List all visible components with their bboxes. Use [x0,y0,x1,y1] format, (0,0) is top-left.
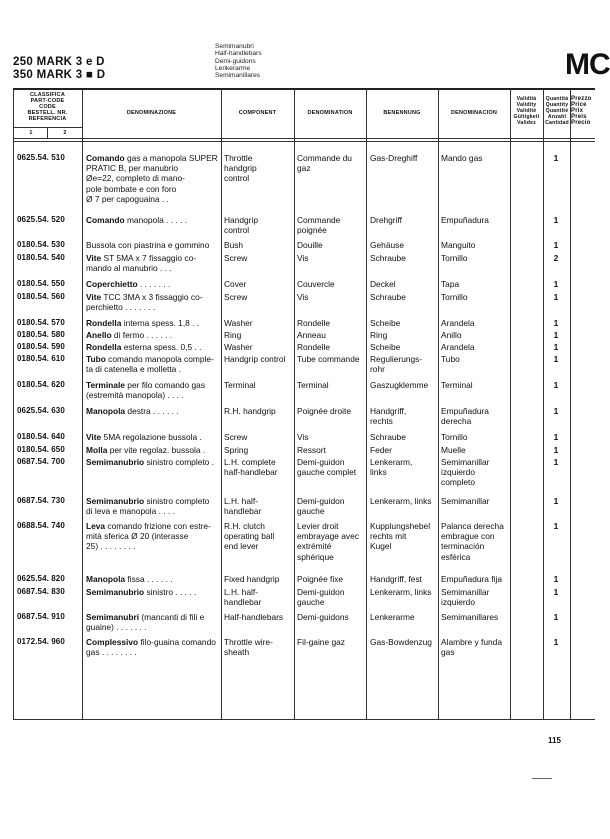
part-code: 0180.54. 570 [17,318,65,327]
description-en: Bush [224,240,244,250]
header-quantity: Quantità Quantity Quantité Anzahl Cantidad [545,96,569,126]
description-it: Terminale per filo comando gas (estremità manopola) . . . . [86,380,206,401]
description-es: Manguito [441,240,476,250]
quantity: 1 [553,637,559,647]
description-fr: Commande poignée [297,215,341,236]
description-de: Lenkerarm, links [370,496,432,506]
description-fr: Terminal [297,380,329,390]
description-es: Semimanillar [441,496,490,506]
description-de: Lenkerarm, links [370,587,432,597]
footer-dash [532,778,552,779]
description-de: Scheibe [370,318,401,328]
model-line-1: 250 MARK 3 e D [13,56,105,68]
header-german: BENENNUNG [383,110,421,116]
header-english: COMPONENT [238,110,277,116]
quantity: 2 [553,253,559,263]
description-de: Schraube [370,253,406,263]
description-it: Semimanubrio sinistro completo di leva e manopola . . . . [86,496,210,517]
part-code: 0180.54. 530 [17,240,65,249]
header-code-sub-2: 2 [63,130,67,136]
description-es: Alambre y funda gas [441,637,502,658]
subtitle-de: Lenkerarme [215,64,251,72]
column-divider [570,89,571,719]
quantity: 1 [553,445,559,455]
description-es: Palanca derecha embrague con terminación esférica [441,521,504,562]
description-de: Gas-Dreghiff [370,153,418,163]
part-code: 0687.54. 830 [17,587,65,596]
description-it: Semimanubri (mancanti di fili e guaine) . . . . . . . [86,612,205,633]
quantity: 1 [553,318,559,328]
header-bottom-rule-2 [13,141,595,142]
top-rule [13,88,595,90]
part-code: 0180.54. 550 [17,279,65,288]
description-fr: Demi-guidon gauche [297,496,345,517]
quantity: 1 [553,457,559,467]
description-it: Vite ST 5MA x 7 fissaggio co- mando al manubrio . . . [86,253,197,274]
description-fr: Poignée fixe [297,574,344,584]
quantity: 1 [553,330,559,340]
quantity: 1 [553,612,559,622]
quantity: 1 [553,153,559,163]
description-fr: Tube commande [297,354,360,364]
description-de: Gas-Bowdenzug [370,637,432,647]
description-en: L.H. half- handlebar [224,587,262,608]
description-en: Cover [224,279,247,289]
column-divider [294,89,295,719]
column-divider [543,89,544,719]
description-fr: Couvercle [297,279,335,289]
description-it: Vite 5MA regolazione bussola . [86,432,202,442]
header-validity: Validità Validity Validité Gültigkeit Validez [513,96,540,126]
description-en: Ring [224,330,242,340]
part-code: 0180.54. 590 [17,342,65,351]
quantity: 1 [553,292,559,302]
description-en: L.H. half- handlebar [224,496,262,517]
description-en: Spring [224,445,249,455]
description-en: Fixed handgrip [224,574,280,584]
description-es: Tornillo [441,432,468,442]
description-en: Throttle wire- sheath [224,637,273,658]
description-de: Feder [370,445,392,455]
description-it: Manopola destra . . . . . . [86,406,179,416]
description-fr: Rondelle [297,318,331,328]
description-de: Ring [370,330,388,340]
description-de: Regulierungs- rohr [370,354,423,375]
description-en: Handgrip control [224,354,286,364]
description-fr: Vis [297,253,309,263]
quantity: 1 [553,240,559,250]
description-es: Semimanillar izquierdo [441,587,490,608]
description-en: Washer [224,318,253,328]
description-en: Screw [224,432,248,442]
quantity: 1 [553,279,559,289]
description-it: Rondella esterna spess. 0,5 . . [86,342,202,352]
description-de: Kupplungshebel rechts mit Kugel [370,521,431,552]
page-number: 115 [548,736,561,745]
brand-corner: MC [565,48,610,81]
description-it: Comando gas a manopola SUPER PRATIC B, per manubrio Øe=22, completo di mano- pole bombate e con foro Ø 7 per capoguaina . . [86,153,218,204]
header-spanish: DENOMINACION [450,110,498,116]
description-it: Semimanubrio sinistro completo . [86,457,214,467]
description-es: Tornillo [441,253,468,263]
code-subheader-divider [47,127,48,138]
description-it: Manopola fissa . . . . . . [86,574,173,584]
section-subtitles [215,43,262,79]
description-fr: Ressort [297,445,326,455]
description-en: Terminal [224,380,256,390]
description-en: R.H. clutch operating ball end lever [224,521,275,552]
quantity: 1 [553,432,559,442]
description-fr: Demi-guidons [297,612,349,622]
table-bottom-rule [13,719,595,720]
description-en: Half-handlebars [224,612,284,622]
description-it: Comando manopola . . . . . [86,215,188,225]
part-code: 0687.54. 730 [17,496,65,505]
quantity: 1 [553,574,559,584]
description-es: Empuñadura [441,215,489,225]
quantity: 1 [553,380,559,390]
description-de: Gaszugklemme [370,380,429,390]
description-es: Terminal [441,380,473,390]
column-divider [510,89,511,719]
description-fr: Demi-guidon gauche [297,587,345,608]
description-it: Molla per vite regolaz. bussola . [86,445,206,455]
table-border-left [13,89,14,719]
part-code: 0180.54. 640 [17,432,65,441]
description-en: Throttle handgrip control [224,153,257,184]
description-en: R.H. handgrip [224,406,276,416]
description-de: Deckel [370,279,396,289]
description-de: Lenkerarme [370,612,415,622]
description-es: Tapa [441,279,460,289]
description-fr: Vis [297,432,309,442]
part-code: 0180.54. 560 [17,292,65,301]
description-de: Handgriff, rechts [370,406,407,427]
part-code: 0625.54. 510 [17,153,65,162]
description-fr: Vis [297,292,309,302]
description-es: Arandela [441,342,475,352]
description-es: Muelle [441,445,466,455]
description-de: Schraube [370,432,406,442]
description-it: Coperchietto . . . . . . . [86,279,171,289]
description-it: Complessivo filo-guaina comando gas . . . . . . . . [86,637,216,658]
quantity: 1 [553,406,559,416]
description-de: Schraube [370,292,406,302]
part-code: 0180.54. 610 [17,354,65,363]
description-es: Anillo [441,330,462,340]
part-code: 0625.54. 520 [17,215,65,224]
description-it: Vite TCC 3MA x 3 fissaggio co- perchietto . . . . . . . [86,292,203,313]
quantity: 1 [553,354,559,364]
description-es: Empuñadura derecha [441,406,489,427]
part-code: 0687.54. 910 [17,612,65,621]
column-divider [221,89,222,719]
header-code: CLASSIFICA PART-CODE CODE BESTELL. NR. REFERENCIA [27,92,68,122]
part-code: 0688.54. 740 [17,521,65,530]
description-en: L.H. complete half-handlebar [224,457,278,478]
description-it: Anello di fermo . . . . . . [86,330,173,340]
quantity: 1 [553,496,559,506]
subtitle-en: Half-handlebars [215,50,262,58]
quantity: 1 [553,342,559,352]
description-en: Washer [224,342,253,352]
description-en: Screw [224,292,248,302]
model-line-2: 350 MARK 3 ■ D [13,69,106,81]
subtitle-it: Semimanubri [215,43,254,50]
description-fr: Poignée droite [297,406,352,416]
description-fr: Rondelle [297,342,331,352]
header-code-sub-1: 1 [29,130,33,136]
description-es: Arandela [441,318,475,328]
description-de: Scheibe [370,342,401,352]
description-fr: Demi-guidon gauche complet [297,457,357,478]
description-es: Tubo [441,354,460,364]
description-de: Gehäuse [370,240,404,250]
description-fr: Fil-gaine gaz [297,637,345,647]
part-code: 0180.54. 540 [17,253,65,262]
description-de: Lenkerarm, links [370,457,413,478]
column-divider [438,89,439,719]
description-it: Bussola con piastrina e gommino [86,240,210,250]
description-it: Leva comando frizione con estre- mità sferica Ø 20 (interasse 25) . . . . . . . . [86,521,211,552]
description-es: Tornillo [441,292,468,302]
part-code: 0625.54. 630 [17,406,65,415]
quantity: 1 [553,587,559,597]
quantity: 1 [553,215,559,225]
description-es: Semimanillares [441,612,499,622]
description-es: Empuñadura fija [441,574,502,584]
part-code: 0180.54. 620 [17,380,65,389]
header-italian: DENOMINAZIONE [126,110,177,116]
description-fr: Douille [297,240,323,250]
column-divider [366,89,367,719]
description-en: Screw [224,253,248,263]
description-es: Mando gas [441,153,483,163]
description-it: Semimanubrio sinistro . . . . . [86,587,197,597]
description-en: Handgrip control [224,215,258,236]
part-code: 0172.54. 960 [17,637,65,646]
description-de: Drehgriff [370,215,402,225]
header-bottom-rule [13,138,595,139]
model-title [13,56,105,82]
description-fr: Anneau [297,330,326,340]
part-code: 0180.54. 580 [17,330,65,339]
header-price: Prezzo Price Prix Preis Precio [571,96,592,126]
subtitle-es: Semimanillares [215,72,261,80]
part-code: 0687.54. 700 [17,457,65,466]
subtitle-fr: Demi-guidons [215,57,256,65]
column-divider [82,89,83,719]
description-fr: Commande du gaz [297,153,352,174]
part-code: 0625.54. 820 [17,574,65,583]
description-fr: Levier droit embrayage avec extrémité sphérique [297,521,359,562]
description-it: Tubo comando manopola comple- ta di catenella e molletta . [86,354,214,375]
description-it: Rondella interna spess. 1,8 . . [86,318,200,328]
description-de: Handgriff, fest [370,574,422,584]
part-code: 0180.54. 650 [17,445,65,454]
quantity: 1 [553,521,559,531]
header-french: DENOMINATION [307,110,353,116]
description-es: Semimanillar izquierdo completo [441,457,490,488]
